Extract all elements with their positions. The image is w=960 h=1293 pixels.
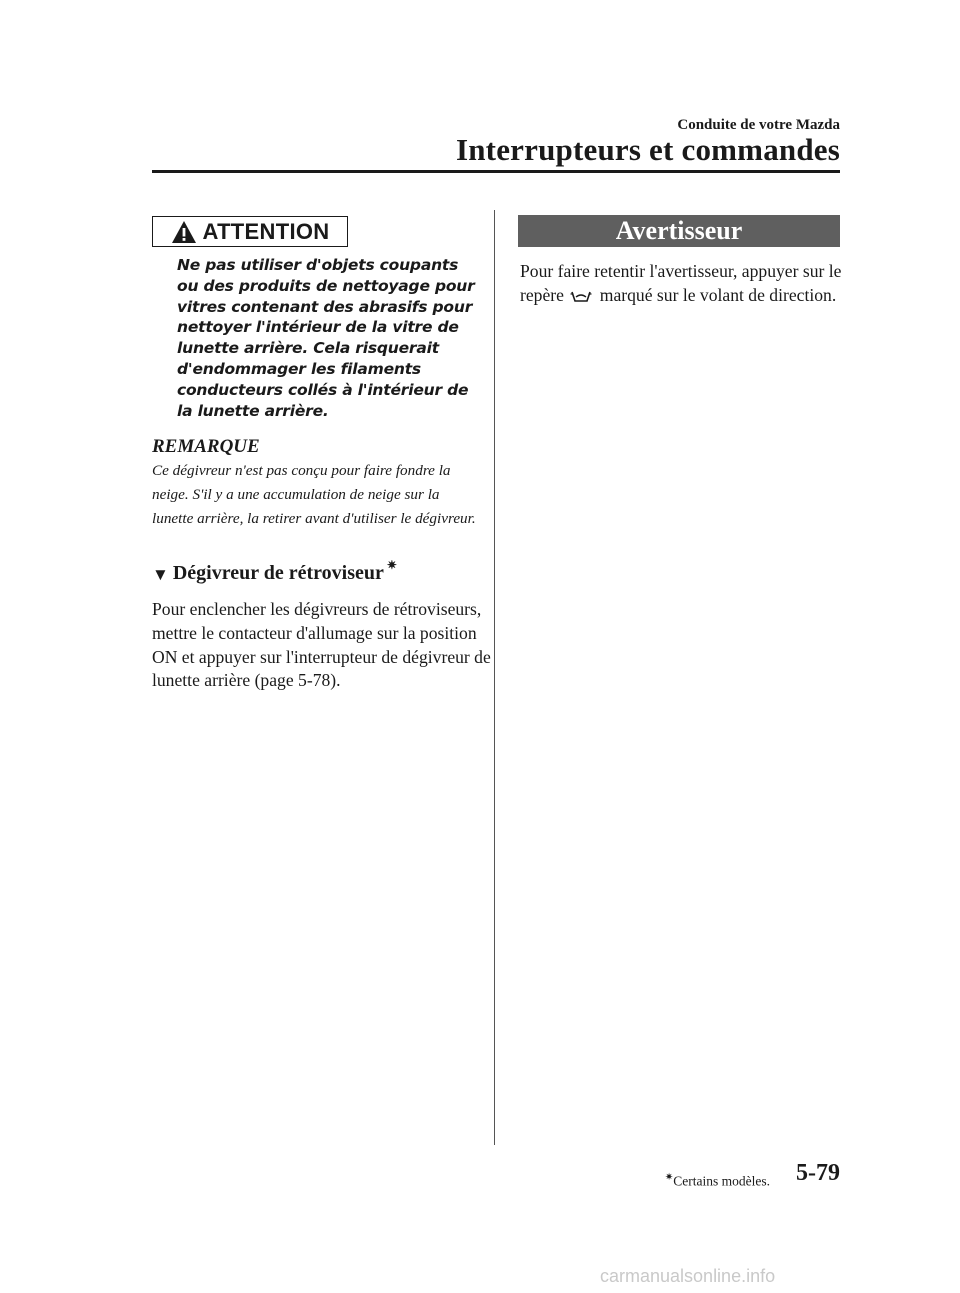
chapter-subtitle: Conduite de votre Mazda bbox=[677, 117, 840, 133]
note-heading: REMARQUE bbox=[152, 436, 260, 457]
asterisk-star-icon: ✷ bbox=[386, 558, 397, 572]
header-rule bbox=[152, 170, 840, 173]
section-heading-mirror-defroster bbox=[152, 558, 397, 585]
watermark[interactable]: carmanualsonline.info bbox=[600, 1266, 776, 1286]
attention-box bbox=[152, 216, 348, 247]
horn-text-after: marqué sur le volant de direction. bbox=[599, 284, 837, 305]
mirror-defroster-text: Pour enclencher les dégivreurs de rétroviseurs, mettre le contacteur d'allumage sur la position ON et appuyer sur l'interrupteur de dégivreur de lunette arrière (page 5-78). bbox=[152, 599, 491, 691]
section-band-horn bbox=[518, 215, 840, 247]
asterisk-star-icon: ✷ bbox=[664, 1172, 674, 1183]
horn-heading: Avertisseur bbox=[615, 216, 743, 245]
horn-icon bbox=[570, 290, 592, 303]
horn-text bbox=[520, 260, 850, 308]
attention-text: Ne pas utiliser d'objets coupants ou des produits de nettoyage pour vitres contenant des abrasifs pour nettoyer l'intérieur de la vitre de lunette arrière. Cela risquerait d'endommager les filaments conducteurs collés à l'intérieur de la lunette arrière. bbox=[177, 256, 475, 420]
footnote-text: Certains modèles. bbox=[673, 1173, 770, 1189]
footnote bbox=[665, 1172, 770, 1190]
section-heading-text: Dégivreur de rétroviseur bbox=[172, 562, 384, 584]
chapter-title: Interrupteurs et commandes bbox=[455, 132, 840, 167]
note-text: Ce dégivreur n'est pas conçu pour faire fondre la neige. S'il y a une accumulation de neige sur la lunette arrière, la retirer avant d'utiliser le dégivreur. bbox=[152, 462, 476, 527]
column-divider bbox=[494, 210, 495, 1145]
page-number: 5-79 bbox=[796, 1160, 840, 1186]
warning-triangle-icon bbox=[171, 220, 197, 244]
attention-label: ATTENTION bbox=[202, 218, 330, 244]
horn-text-before: Pour faire retentir l'avertisseur, appuyer sur le repère bbox=[520, 261, 842, 305]
triangle-marker-icon: ▼ bbox=[152, 565, 169, 584]
